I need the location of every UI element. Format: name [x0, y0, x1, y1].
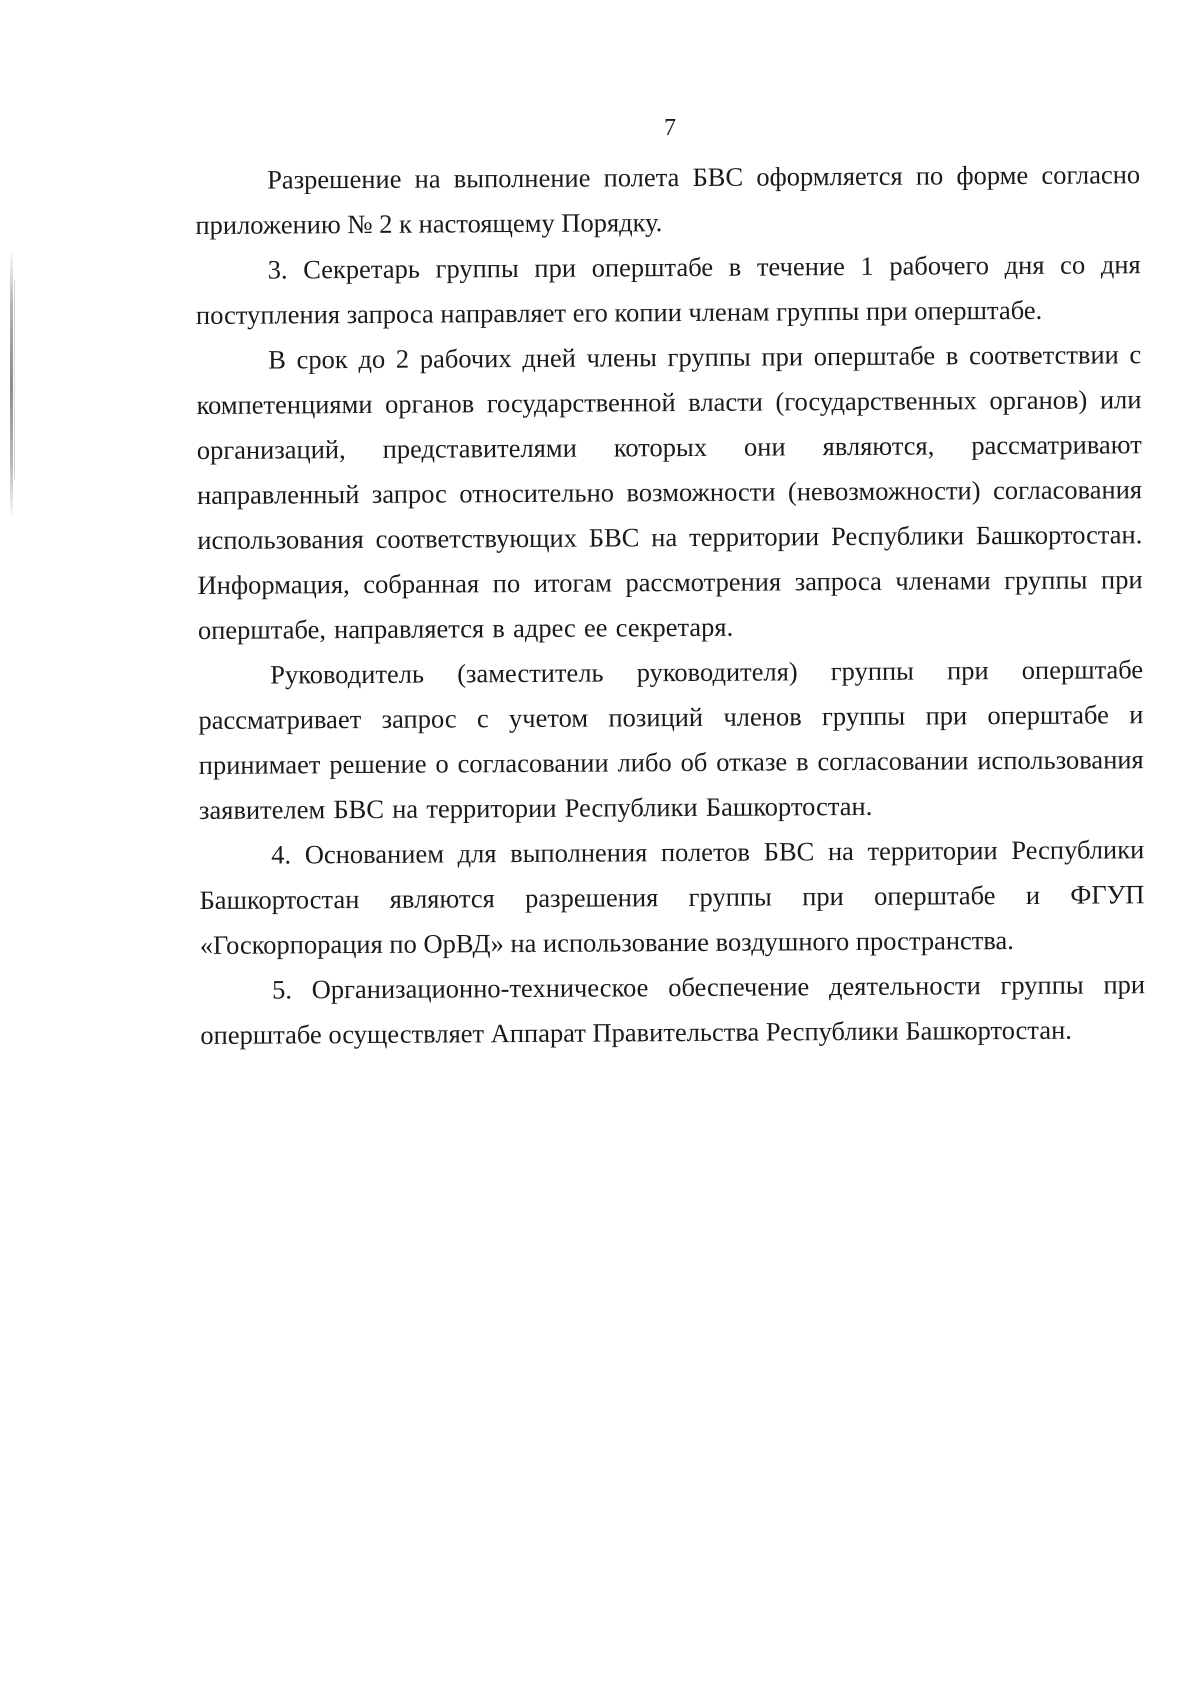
paragraph-permission-form: Разрешение на выполнение полета БВС оформляется по форме согласно приложению № 2 к настоящему Порядку. [195, 159, 1141, 240]
page-number: 7 [664, 115, 676, 141]
paragraph-review-period: В срок до 2 рабочих дней члены группы при оперштабе в соответствии с компетенциями органов государственной власти (государственных органов) или организаций, представителями которых они являются, рассматривают направленный запрос относительно возможности (невозможности) согласования использования соответствующих БВС на территории Республики Башкортостан. Информация, собранная по итогам рассмотрения запроса членами группы при оперштабе, направляется в адрес ее секретаря. [196, 339, 1143, 645]
paragraph-head-decision: Руководитель (заместитель руководителя) группы при оперштабе рассматривает запрос с учетом позиций членов группы при оперштабе и принимает решение о согласовании либо об отказе в согласовании использования заявителем БВС на территории Республики Башкортостан. [198, 654, 1144, 825]
document-body [195, 152, 1145, 1058]
paragraph-item-5: 5. Организационно-техническое обеспечение деятельности группы при оперштабе осуществляет Аппарат Правительства Республики Башкортостан. [200, 969, 1146, 1050]
scan-edge-mark [10, 250, 13, 520]
paragraph-item-3: 3. Секретарь группы при оперштабе в течение 1 рабочего дня со дня поступления запроса направляет его копии членам группы при оперштабе. [195, 249, 1141, 330]
scan-edge-mark-secondary [14, 280, 15, 480]
paragraph-item-4: 4. Основанием для выполнения полетов БВС на территории Республики Башкортостан являются разрешения группы при оперштабе и ФГУП «Госкорпорация по ОрВД» на использование воздушного пространства. [199, 834, 1145, 960]
